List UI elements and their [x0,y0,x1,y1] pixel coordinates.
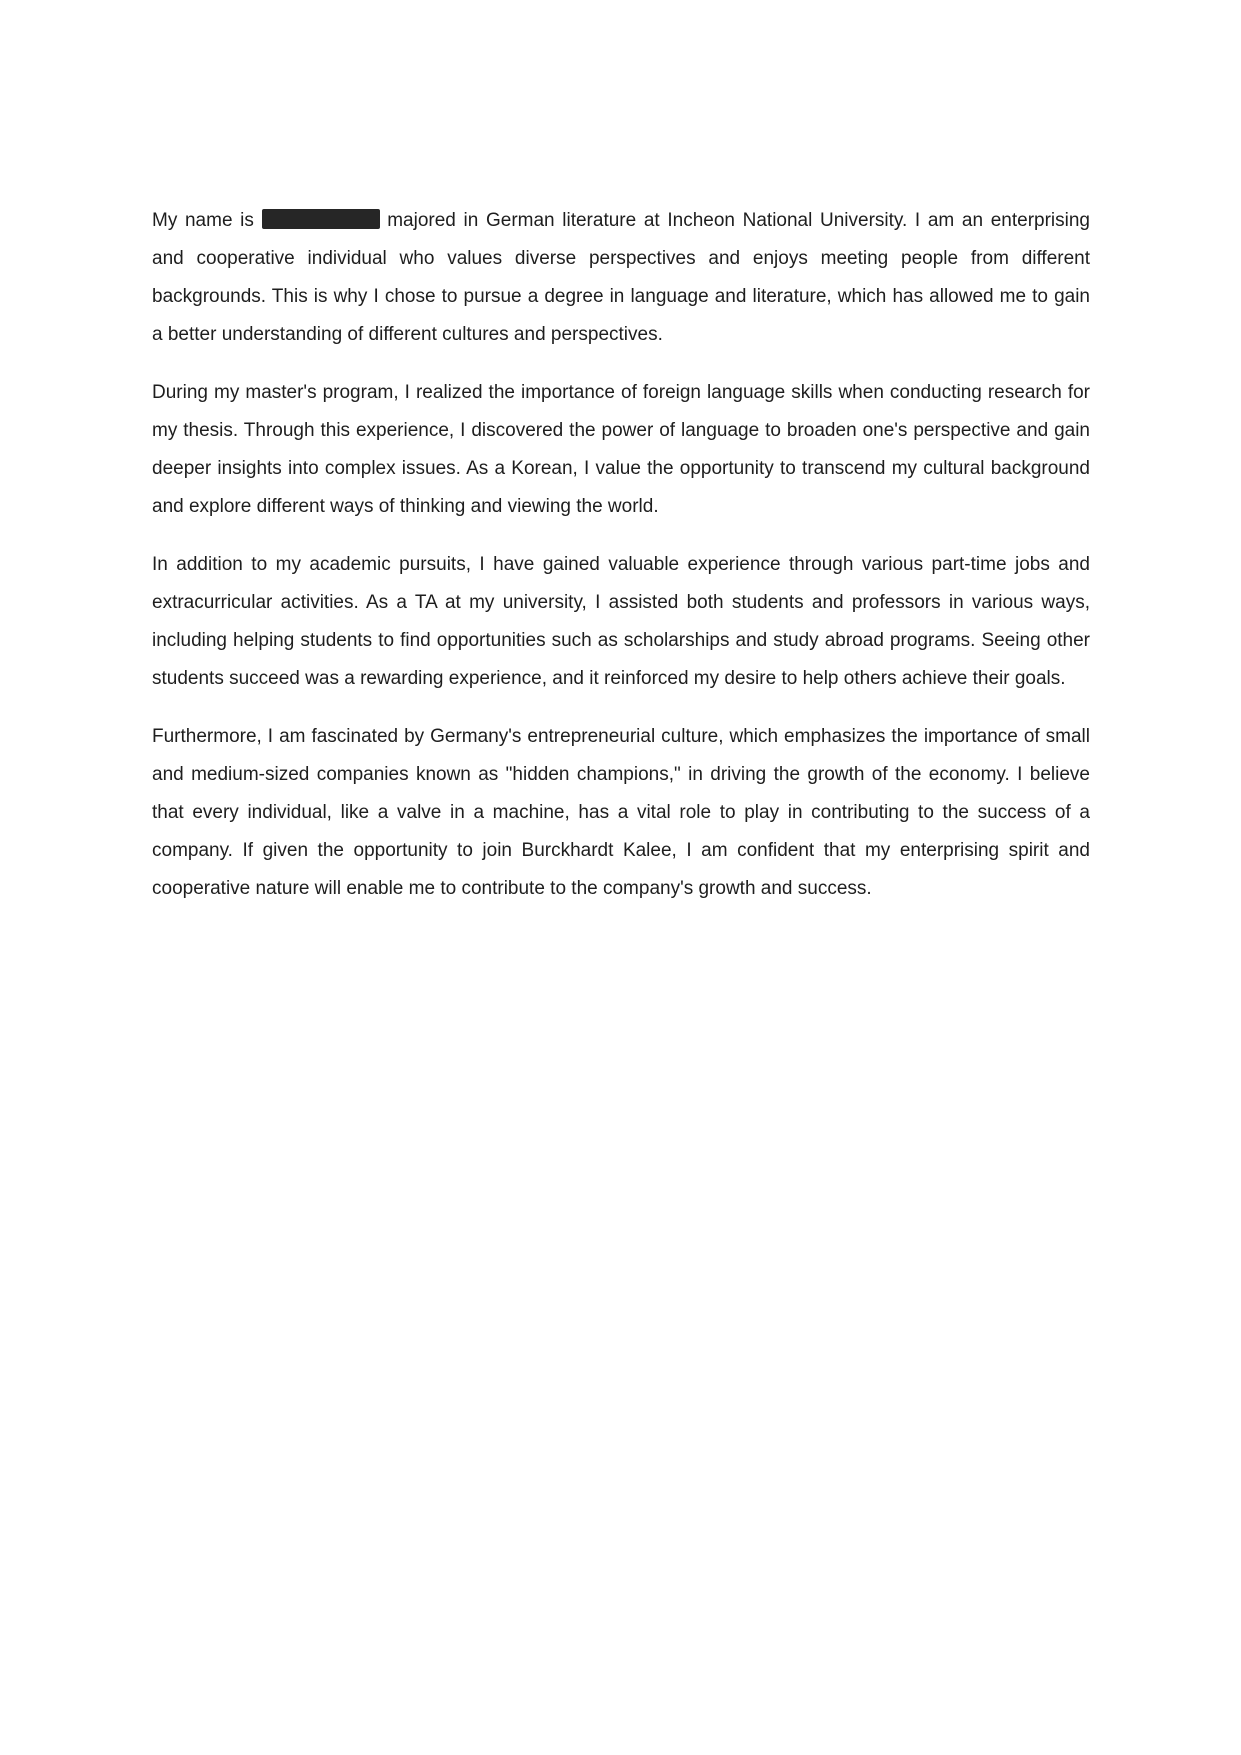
document-body [152,202,1090,928]
paragraph-motivation: Furthermore, I am fascinated by Germany's entrepreneurial culture, which emphasizes the importance of small and medium-sized companies known as "hidden champions," in driving the growth of the economy. I believe that every individual, like a valve in a machine, has a vital role to play in contributing to the success of a company. If given the opportunity to join Burckhardt Kalee, I am confident that my enterprising spirit and cooperative nature will enable me to contribute to the company's growth and success. [152,726,1090,899]
paragraph-introduction [152,202,1090,354]
intro-text-after-name: majored in German literature at Incheon National University. I am an enterprising and cooperative individual who values diverse perspectives and enjoys meeting people from different backgrounds. This is why I chose to pursue a degree in language and literature, which has allowed me to gain a better understanding of different cultures and perspectives. [152,210,1090,345]
paragraph-masters-program: During my master's program, I realized the importance of foreign language skills when conducting research for my thesis. Through this experience, I discovered the power of language to broaden one's perspective and gain deeper insights into complex issues. As a Korean, I value the opportunity to transcend my cultural background and explore different ways of thinking and viewing the world. [152,382,1090,517]
redacted-name-block [262,209,380,229]
paragraph-experience: In addition to my academic pursuits, I have gained valuable experience through various part-time jobs and extracurricular activities. As a TA at my university, I assisted both students and professors in various ways, including helping students to find opportunities such as scholarships and study abroad programs. Seeing other students succeed was a rewarding experience, and it reinforced my desire to help others achieve their goals. [152,554,1090,689]
intro-text-before-name: My name is [152,210,262,231]
